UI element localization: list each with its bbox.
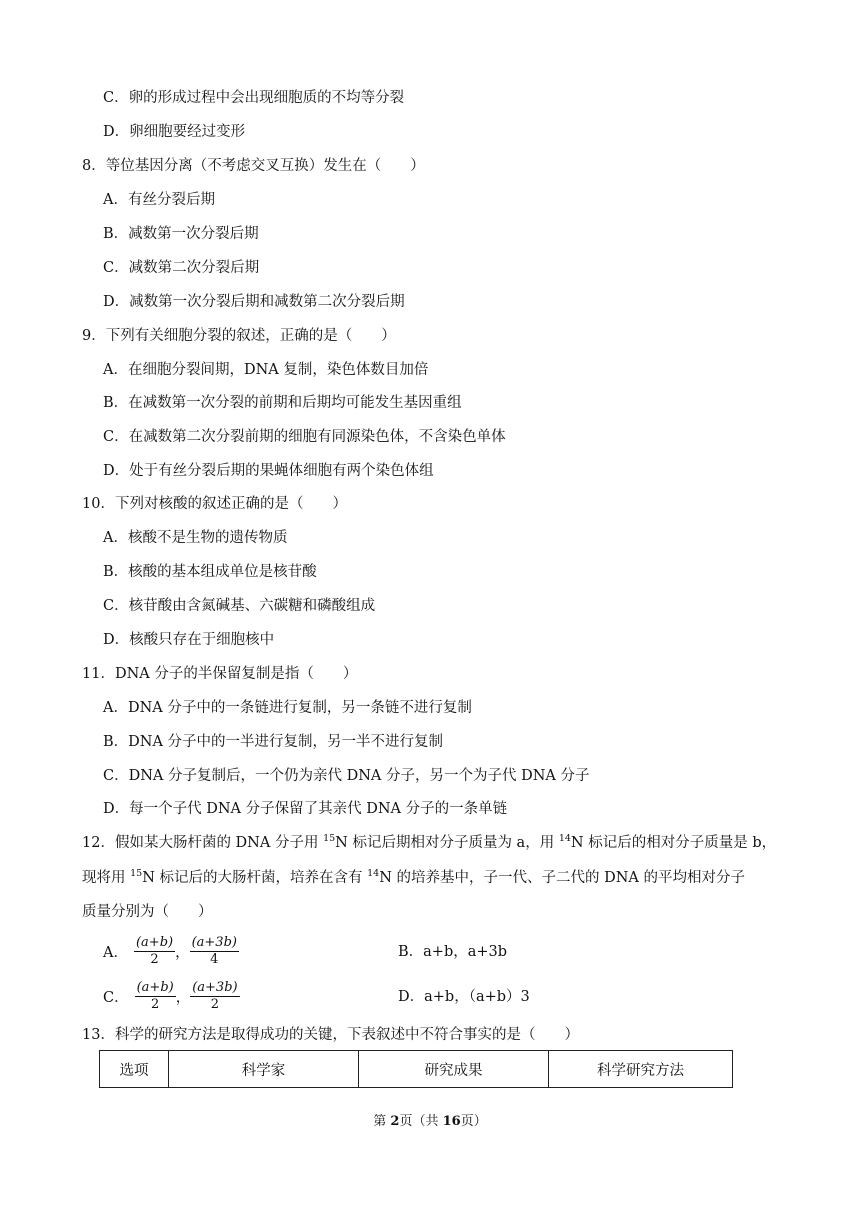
fraction: $\frac{(a+3b)}{2}$ (192, 979, 238, 1012)
q11-stem: 11．DNA 分子的半保留复制是指（ ） (82, 666, 358, 682)
table-header-cell: 选项 (100, 1051, 169, 1088)
q12-option-d: D．a+b，（a+b）3 (398, 989, 530, 1005)
q10-option-a: A．核酸不是生物的遗传物质 (103, 530, 288, 546)
q8-option-b: B．减数第一次分裂后期 (103, 226, 259, 242)
q11-option-d: D．每一个子代 DNA 分子保留了其亲代 DNA 分子的一条单链 (103, 801, 508, 817)
q12-stem-line2: 现将用 $^{15}$N 标记后的大肠杆菌，培养在含有 $^{14}$N 的培养基中，子一代、子二代的 DNA 的平均相对分子 (82, 868, 746, 886)
fraction: $\frac{(a+b)}{2}$ (135, 934, 174, 967)
q8-option-d: D．减数第一次分裂后期和减数第二次分裂后期 (103, 294, 405, 310)
fraction: $\frac{(a+3b)}{4}$ (191, 934, 237, 967)
q8-option-c: C．减数第二次分裂后期 (103, 260, 260, 276)
q12-option-b: B．a+b，a+3b (398, 944, 508, 960)
table-header-cell: 科学家 (169, 1051, 359, 1088)
q10-option-b: B．核酸的基本组成单位是核苷酸 (103, 564, 317, 580)
q12-option-c: C． $\frac{(a+b)}{2}$ ， $\frac{(a+3b)}{2}$ (103, 979, 238, 1012)
q12-stem-line1: 12．假如某大肠杆菌的 DNA 分子用 $^{15}$N 标记后期相对分子质量为 a，用 $^{14}$N 标记后的相对分子质量是 b， (82, 833, 777, 851)
q7-option-d: D．卵细胞要经过变形 (103, 124, 246, 140)
table-header-cell: 研究成果 (359, 1051, 549, 1088)
table-header-row (100, 1051, 733, 1088)
q11-option-b: B．DNA 分子中的一半进行复制，另一半不进行复制 (103, 734, 444, 750)
q8-option-a: A．有丝分裂后期 (103, 192, 215, 208)
q10-option-d: D．核酸只存在于细胞核中 (103, 632, 275, 648)
q13-stem: 13．科学的研究方法是取得成功的关键，下表叙述中不符合事实的是（ ） (82, 1027, 579, 1043)
q11-option-c: C．DNA 分子复制后，一个仍为亲代 DNA 分子，另一个为子代 DNA 分子 (103, 768, 590, 784)
q8-stem: 8．等位基因分离（不考虑交叉互换）发生在（ ） (82, 158, 425, 174)
q10-option-c: C．核苷酸由含氮碱基、六碳糖和磷酸组成 (103, 598, 376, 614)
q12-stem-line3: 质量分别为（ ） (82, 904, 213, 920)
q9-option-b: B．在减数第一次分裂的前期和后期均可能发生基因重组 (103, 395, 462, 411)
page-total: 16 (442, 1114, 461, 1129)
q11-option-a: A．DNA 分子中的一条链进行复制，另一条链不进行复制 (103, 700, 472, 716)
q12-option-a: A． $\frac{(a+b)}{2}$ ， $\frac{(a+3b)}{4}$ (103, 934, 237, 967)
q9-stem: 9．下列有关细胞分裂的叙述，正确的是（ ） (82, 328, 396, 344)
q7-option-c: C．卵的形成过程中会出现细胞质的不均等分裂 (103, 90, 405, 106)
page-number: 2 (390, 1114, 400, 1129)
fraction: $\frac{(a+b)}{2}$ (136, 979, 174, 1012)
page-footer: 第 2页（共 16页） (373, 1114, 487, 1129)
table-header-cell: 科学研究方法 (549, 1051, 733, 1088)
q9-option-a: A．在细胞分裂间期，DNA 复制，染色体数目加倍 (103, 362, 429, 378)
q10-stem: 10．下列对核酸的叙述正确的是（ ） (82, 496, 347, 512)
q9-option-d: D．处于有丝分裂后期的果蝇体细胞有两个染色体组 (103, 463, 434, 479)
q9-option-c: C．在减数第二次分裂前期的细胞有同源染色体，不含染色单体 (103, 429, 506, 445)
q13-table (99, 1050, 733, 1088)
